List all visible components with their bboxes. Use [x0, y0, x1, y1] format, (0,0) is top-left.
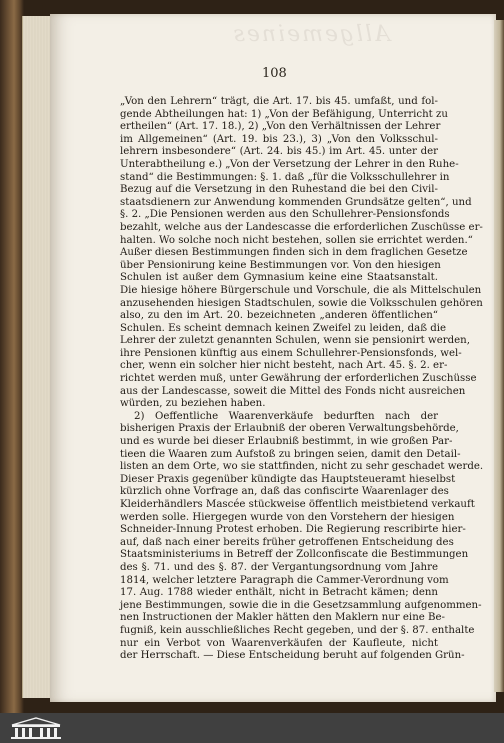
text-line: listen an dem Orte, wo sie stattfinden, nicht zu sehr geschadet werde. — [120, 461, 484, 473]
text-line: Lehrer der zuletzt genannten Schulen, wenn sie pensionirt werden, — [120, 335, 470, 347]
show-through-text: Allgemeines — [231, 22, 390, 47]
library-building-logo-icon — [8, 716, 64, 740]
text-line: stand“ die Bestimmungen: §. 1. daß „für die Volksschullehrer in — [120, 171, 450, 183]
text-line: tieen die Waaren zum Aufstoß zu bringen seien, damit den Detail- — [120, 448, 461, 460]
text-line: Unterabtheilung e.) „Von der Versetzung der Lehrer in den Ruhe- — [120, 158, 459, 170]
text-line: Außer diesen Bestimmungen finden sich in dem fraglichen Gesetze — [120, 247, 468, 259]
text-line: 2) Oeffentliche Waarenverkäufe bedurften nach der — [134, 410, 438, 422]
text-line: gende Abtheilungen hat: 1) „Von der Befähigung, Unterricht zu — [120, 108, 448, 120]
body-text — [120, 96, 484, 663]
viewer-footer — [0, 713, 504, 743]
text-line: nen Instructionen der Makler hätten den Maklern nur eine Be- — [120, 612, 445, 624]
text-line: im Allgemeinen“ (Art. 19. bis 23.), 3) „Von den Volksschul- — [120, 133, 438, 145]
text-line: auf, daß nach einer bereits früher getroffenen Entscheidung des — [120, 536, 454, 548]
text-line: über Pensionirung keine Bestimmungen vor. Von den hiesigen — [120, 259, 441, 271]
text-line: halten. Wo solche noch nicht bestehen, sollen sie errichtet werden.“ — [120, 234, 473, 246]
text-line: Die hiesige höhere Bürgerschule und Vorschule, die als Mittelschulen — [120, 284, 482, 296]
text-line: staatsdienern zur Anwendung kommenden Grundsätze gelten“, und — [120, 196, 472, 208]
text-line: richtet werden muß, unter Gewährung der erforderlichen Zuschüsse — [120, 373, 477, 385]
page-number: 108 — [262, 66, 287, 81]
text-line: kürzlich ohne Vorfrage an, daß das confiscirte Waarenlager des — [120, 486, 449, 498]
text-line: §. 2. „Die Pensionen werden aus den Schullehrer-Pensionsfonds — [120, 209, 450, 221]
text-line: anzusehenden hiesigen Stadtschulen, sowie die Volksschulen gehören — [120, 297, 483, 309]
text-line: 1814, welcher letztere Paragraph die Cammer-Verordnung vom — [120, 574, 449, 586]
text-line: des §. 71. und des §. 87. der Vergantungsordnung vom Jahre — [120, 561, 438, 573]
text-line: würden, zu beziehen haben. — [120, 398, 266, 410]
text-line: Schulen ist außer dem Gymnasium keine eine Staatsanstalt. — [120, 272, 438, 284]
page-right-edge — [494, 20, 504, 692]
text-line: Kleiderhändlers Mascée stückweise öffentlich meistbietend verkauft — [120, 499, 475, 510]
text-line: cher, wenn ein solcher hier nicht besteht, nach Art. 45. §. 2. er- — [120, 360, 448, 372]
text-line: bezahlt, welche aus der Landescasse die erforderlichen Zuschüsse er- — [120, 221, 483, 233]
text-line: 17. Aug. 1788 wieder enthält, nicht in Betracht kämen; denn — [120, 587, 438, 599]
text-line: aus der Landescasse, soweit die Mittel des Fonds nicht ausreichen — [120, 385, 466, 397]
text-line: Schneider-Innung Protest erhoben. Die Regierung rescribirte hier- — [120, 524, 466, 536]
text-line: nur ein Verbot von Waarenverkäufen der Kaufleute, nicht — [120, 637, 438, 649]
text-line: und es wurde bei dieser Erlaubniß bestimmt, in wie großen Par- — [120, 436, 453, 448]
text-line: Bezug auf die Versetzung in den Ruhestand die bei den Civil- — [120, 184, 438, 196]
text-line: fugniß, kein ausschließliches Recht gegeben, und der §. 87. enthalte — [120, 624, 475, 636]
text-line: Dieser Praxis gegenüber kündigte das Hauptsteueramt hieselbst — [120, 473, 456, 485]
text-line: bisherigen Praxis der Erlaubniß der oberen Verwaltungsbehörde, — [120, 423, 459, 435]
text-line: ertheilen“ (Art. 17. 18.), 2) „Von den Verhältnissen der Lehrer — [120, 121, 441, 133]
text-line: Schulen. Es scheint demnach keinen Zweifel zu leiden, daß die — [120, 322, 447, 334]
text-line: der Herrschaft. — Diese Entscheidung beruht auf folgenden Grün- — [120, 650, 465, 662]
text-line: Staatsministeriums in Betreff der Zollconfiscate die Bestimmungen — [120, 549, 469, 561]
text-line: also, zu den im Art. 20. bezeichneten „anderen öffentlichen“ — [120, 310, 438, 322]
text-line: werden solle. Hiergegen wurde von den Vorstehern der hiesigen — [120, 511, 455, 523]
text-line: „Von den Lehrern“ trägt, die Art. 17. bis 45. umfaßt, und fol- — [120, 96, 438, 107]
text-line: lehrern insbesondere“ (Art. 24. bis 45.) im Art. 45. unter der — [120, 146, 438, 158]
page-edges — [22, 16, 53, 698]
text-line: ihre Pensionen künftig aus einem Schullehrer-Pensionsfonds, wel- — [120, 347, 462, 359]
text-line: jene Bestimmungen, sowie die in die Gesetzsammlung aufgenommen- — [120, 599, 482, 611]
